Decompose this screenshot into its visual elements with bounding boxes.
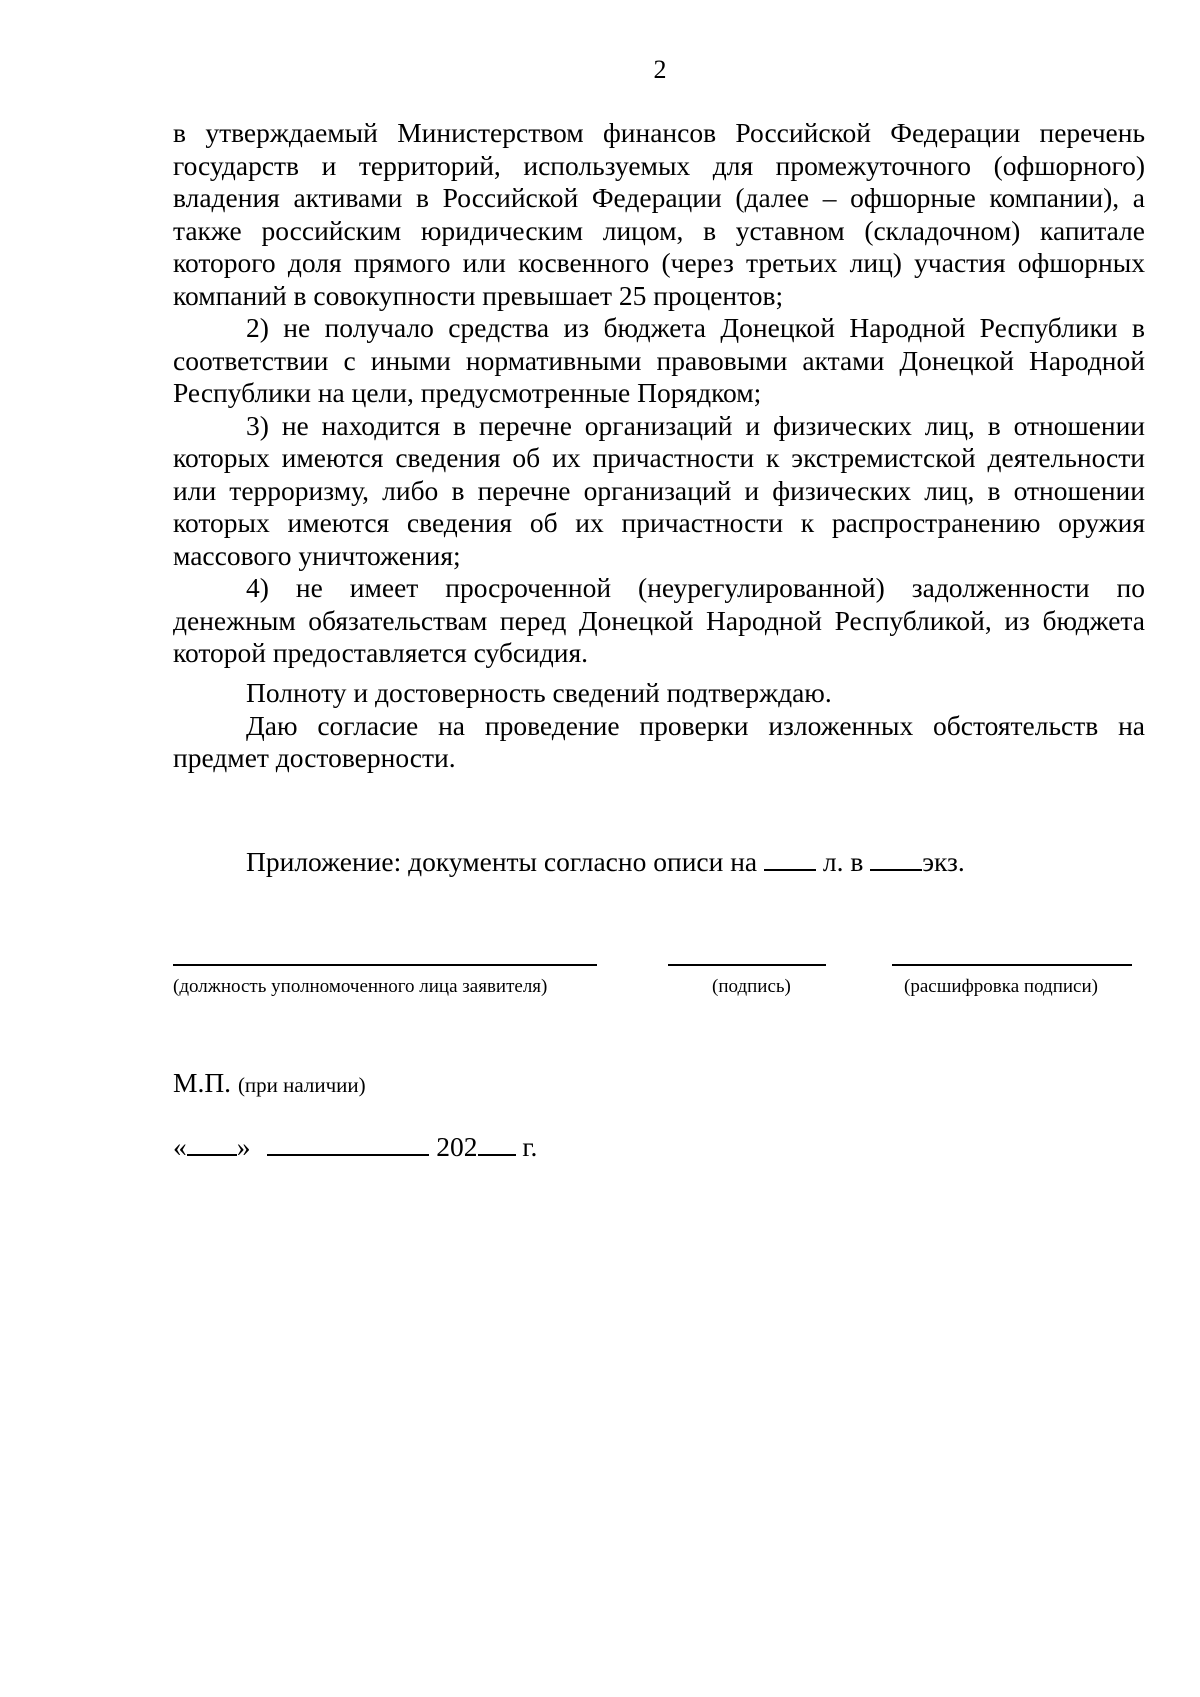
decoding-caption: (расшифровка подписи) (904, 976, 1098, 997)
copies-count-blank[interactable] (870, 845, 922, 871)
intro-paragraph: в утверждаемый Министерством финансов Российской Федерации перечень государств и территорий, используемых для промежуточного (офшорного) владения активами в Российской Федерации (далее – офшорные компании), а также российским юридическим лицом, в уставном (складочном) капитале которого доля прямого или косвенного (через третьих лиц) участия офшорных компаний в совокупности превышает 25 процентов; (173, 117, 1145, 311)
page-number: 2 (653, 55, 667, 84)
attachment-middle: л. в (822, 846, 864, 877)
list-item-2: 2) не получало средства из бюджета Донецкой Народной Республики в соответствии с иными нормативными правовыми актами Донецкой Народной Республики на цели, предусмотренные Порядком; (173, 312, 1145, 408)
consent-paragraph: Даю согласие на проведение проверки изложенных обстоятельств на предмет достоверности. (173, 709, 1145, 773)
stamp-note: (при наличии) (237, 1073, 366, 1097)
decoding-signature-line[interactable] (892, 964, 1132, 966)
position-caption: (должность уполномоченного лица заявителя) (173, 976, 548, 997)
date-line (173, 1130, 537, 1163)
main-text-block (173, 117, 1145, 670)
confirmation-line-1: Полноту и достоверность сведений подтверждаю. (246, 677, 832, 708)
stamp-line (173, 1067, 366, 1101)
year-blank[interactable] (478, 1130, 516, 1156)
attachment-prefix: Приложение: документы согласно описи на (246, 846, 758, 877)
list-item-3: 3) не находится в перечне организаций и физических лиц, в отношении которых имеются сведения об их причастности к экстремистской деятельности или терроризму, либо в перечне организаций и физических лиц, в отношении которых имеются сведения об их причастности к распространению оружия массового уничтожения; (173, 409, 1145, 571)
day-blank[interactable] (187, 1130, 237, 1156)
sheets-count-blank[interactable] (764, 845, 816, 871)
month-blank[interactable] (267, 1130, 429, 1156)
year-suffix: г. (522, 1131, 538, 1162)
stamp-label: М.П. (173, 1067, 232, 1098)
position-signature-line[interactable] (173, 964, 597, 966)
confirmation-block (173, 677, 1145, 775)
date-close-quote: » (236, 1131, 251, 1162)
attachment-suffix: экз. (922, 846, 965, 877)
date-open-quote: « (173, 1131, 187, 1162)
attachment-line (246, 845, 965, 878)
year-prefix: 202 (436, 1131, 478, 1162)
signature-line[interactable] (668, 964, 826, 966)
signature-caption: (подпись) (712, 976, 791, 997)
list-item-4: 4) не имеет просроченной (неурегулированной) задолженности по денежным обязательствам перед Донецкой Народной Республикой, из бюджета которой предоставляется субсидия. (173, 572, 1145, 668)
